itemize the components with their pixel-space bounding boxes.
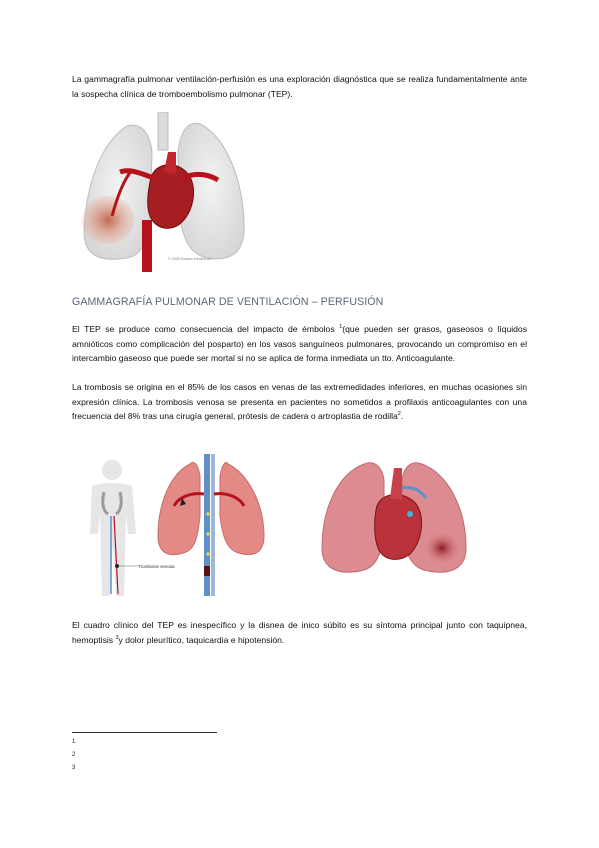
footnote-separator	[72, 732, 217, 733]
figure1-watermark: © 2008 Nucleus Medical Art	[168, 257, 212, 261]
paragraph-clinical	[72, 618, 527, 647]
paragraph2-text-b: (que pueden ser grasos, gaseosos o líquidos amnióticos como complicación del posparto) en los vasos sanguíneos pulmonares, provocando un compromiso en el intercambio gaseoso que puede ser mortal si no se aplica de forma inmediata un tto. Anticoagulante.	[72, 324, 527, 364]
footnote-ref-2[interactable]: 2	[397, 411, 401, 418]
footnote-3: 3	[72, 765, 76, 771]
paragraph3-text-a: La trombosis se origina en el 85% de los casos en venas de las extremedidades inferiores, en muchas ocasiones sin expresión clínica. La trombosis venosa se presenta en pacientes no sometidos a profilaxis anticoagulantes con una frecuencia del 8% tras una cirugía general, prótesis de cadera o artroplastia de rodilla	[72, 382, 527, 422]
paragraph2-text-a: El TEP se produce como consecuencia del impacto de émbolos	[72, 324, 340, 334]
paragraph4-text-b: y dolor pleurítico, taquicardia e hipotensión.	[118, 634, 285, 645]
venous-thrombosis-illustration	[78, 454, 276, 596]
lungs-embolism-illustration	[72, 112, 256, 274]
lungs-heart-infarct-illustration	[316, 458, 470, 580]
footnote-ref-1[interactable]: 1	[339, 324, 343, 331]
paragraph-embolism	[72, 322, 527, 366]
paragraph-thrombosis	[72, 380, 527, 424]
thrombosis-label: Trombosis venosa	[138, 564, 175, 569]
paragraph4-text-a: El cuadro clínico del TEP es inespecífico y la disnea de inico súbito es su síntoma principal junto con taquipnea, hemoptisis	[72, 620, 527, 645]
intro-text: La gammagrafía pulmonar ventilación-perfusión es una exploración diagnóstica que se realiza fundamentalmente ante la sospecha clínica de tromboembolismo pulmonar (TEP).	[72, 74, 527, 99]
footnote-1: 1	[72, 739, 76, 745]
footnote-2: 2	[72, 752, 76, 758]
footnote-ref-3[interactable]: 3	[115, 634, 119, 641]
paragraph3-text-b: .	[400, 411, 404, 422]
section-heading: GAMMAGRAFÍA PULMONAR DE VENTILACIÓN – PERFUSIÓN	[72, 296, 384, 308]
intro-paragraph	[72, 72, 527, 101]
